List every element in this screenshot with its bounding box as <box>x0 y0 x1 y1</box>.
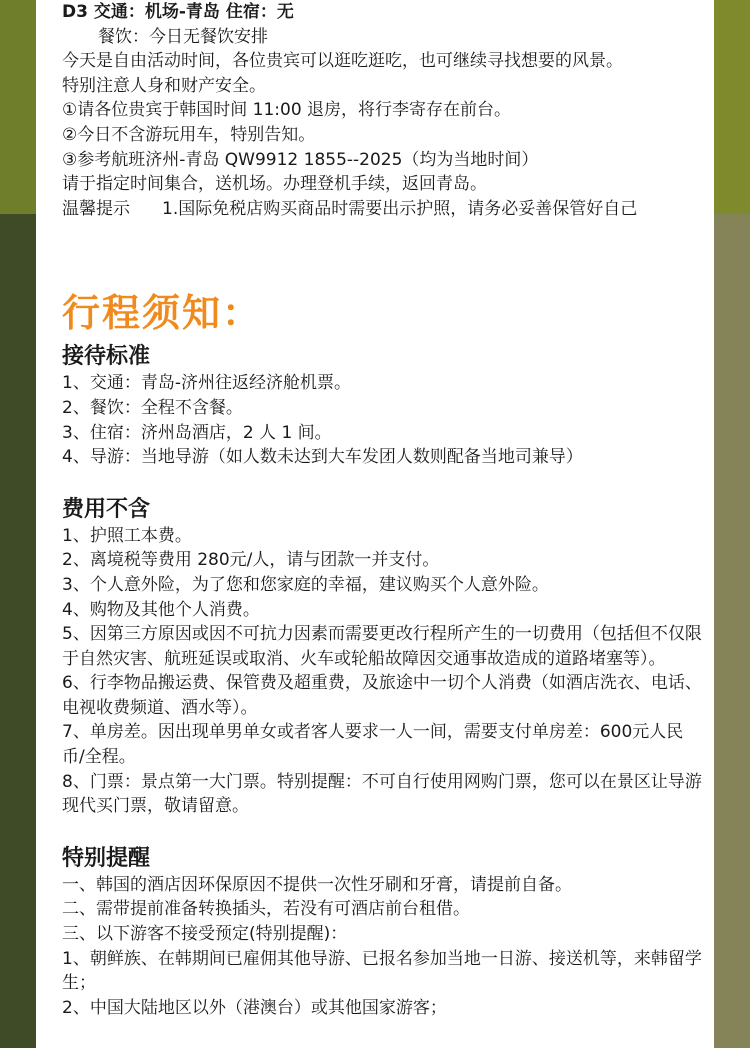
list-item: 3、个人意外险，为了您和您家庭的幸福，建议购买个人意外险。 <box>62 574 549 595</box>
day3-line: 特别注意人身和财产安全。 <box>62 75 266 96</box>
day3-meals: 餐饮：今日无餐饮安排 <box>98 26 268 47</box>
list-item: 6、行李物品搬运费、保管费及超重费，及旅途中一切个人消费（如酒店洗衣、电话、电视收费频道、酒水等）。 <box>62 673 702 718</box>
background-right-bottom <box>714 214 750 1048</box>
list-item: 5、因第三方原因或因不可抗力因素而需要更改行程所产生的一切费用（包括但不仅限于自然灾害、航班延误或取消、火车或轮船故障因交通事故造成的道路堵塞等）。 <box>62 624 702 669</box>
section-title-reminders: 特别提醒 <box>62 845 151 871</box>
day3-line: ①请各位贵宾于韩国时间 11:00 退房，将行李寄存在前台。 <box>62 100 512 121</box>
day3-line: 请于指定时间集合，送机场。办理登机手续，返回青岛。 <box>62 174 487 195</box>
tip-label: 温馨提示 <box>62 198 130 219</box>
background-right-top <box>714 0 750 214</box>
list-item: 2、中国大陆地区以外（港澳台）或其他国家游客； <box>62 997 447 1018</box>
background-left-bottom <box>0 214 36 1048</box>
list-item: 3、住宿：济州岛酒店，2 人 1 间。 <box>62 422 332 443</box>
list-item: 2、餐饮：全程不含餐。 <box>62 397 243 418</box>
list-item: 一、韩国的酒店因环保原因不提供一次性牙刷和牙膏，请提前自备。 <box>62 874 572 895</box>
day3-line: ③参考航班济州-青岛 QW9912 1855--2025（均为当地时间） <box>62 149 539 170</box>
itinerary-panel <box>36 0 714 1048</box>
list-item: 7、单房差。因出现单男单女或者客人要求一人一间，需要支付单房差：600元人民币/全程。 <box>62 722 684 768</box>
tip-text: 1.国际免税店购买商品时需要出示护照，请务必妥善保管好自己 <box>162 198 638 219</box>
day3-line: 今天是自由活动时间，各位贵宾可以逛吃逛吃，也可继续寻找想要的风景。 <box>62 51 623 72</box>
day3-line: ②今日不含游玩用车，特别告知。 <box>62 124 316 145</box>
list-item: 8、门票：景点第一大门票。特别提醒：不可自行使用网购门票，您可以在景区让导游现代买门票，敬请留意。 <box>62 771 702 817</box>
list-item: 4、购物及其他个人消费。 <box>62 599 260 620</box>
list-item: 2、离境税等费用 280元/人，请与团款一并支付。 <box>62 550 440 571</box>
section-title-excluded: 费用不含 <box>62 496 151 522</box>
list-item: 1、护照工本费。 <box>62 525 192 546</box>
list-item: 4、导游：当地导游（如人数未达到大车发团人数则配备当地司兼导） <box>62 447 583 468</box>
list-item: 1、朝鲜族、在韩期间已雇佣其他导游、已报名参加当地一日游、接送机等，来韩留学生； <box>62 948 702 994</box>
notice-title: 行程须知： <box>62 291 263 336</box>
background-left-top <box>0 0 36 214</box>
section-title-reception: 接待标准 <box>62 344 151 370</box>
list-item: 1、交通：青岛-济州往返经济舱机票。 <box>62 373 351 394</box>
day3-tip <box>62 197 702 222</box>
itinerary-content <box>62 0 702 1020</box>
list-item: 三、以下游客不接受预定(特别提醒)： <box>62 924 348 945</box>
list-item: 二、需带提前准备转换插头，若没有可酒店前台租借。 <box>62 899 470 920</box>
day3-header: D3 交通：机场-青岛 住宿：无 <box>62 2 294 22</box>
